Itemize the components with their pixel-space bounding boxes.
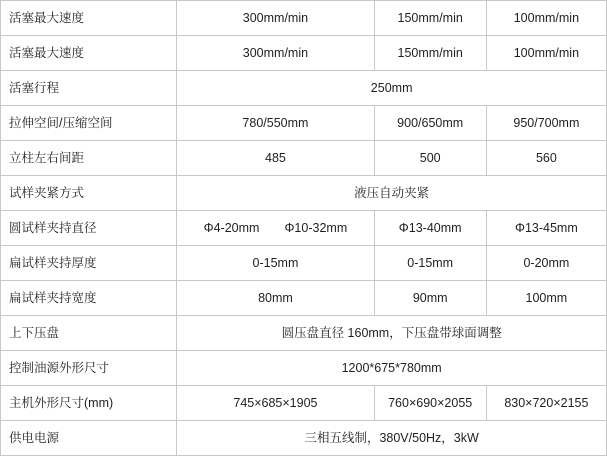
table-row-label: 活塞行程	[1, 71, 177, 106]
table-row-label: 拉伸空间/压缩空间	[1, 106, 177, 141]
table-row	[1, 421, 607, 456]
table-row	[1, 176, 607, 211]
table-row	[1, 211, 607, 246]
table-row-label: 上下压盘	[1, 316, 177, 351]
table-cell-value: 250mm	[177, 71, 607, 106]
table-cell-value: 300mm/min	[177, 1, 374, 36]
table-cell-value: 0-20mm	[486, 246, 606, 281]
table-row	[1, 316, 607, 351]
table-cell-value: 760×690×2055	[374, 386, 486, 421]
table-row	[1, 1, 607, 36]
table-cell-value: 100mm/min	[486, 36, 606, 71]
table-row	[1, 386, 607, 421]
table-cell-value: 150mm/min	[374, 36, 486, 71]
table-cell-value: 830×720×2155	[486, 386, 606, 421]
table-cell-value: Φ13-40mm	[374, 211, 486, 246]
table-cell-value: 900/650mm	[374, 106, 486, 141]
table-cell-value: 780/550mm	[177, 106, 374, 141]
table-row-label: 活塞最大速度	[1, 1, 177, 36]
table-row	[1, 141, 607, 176]
table-cell-value: 圆压盘直径 160mm，下压盘带球面调整	[177, 316, 607, 351]
table-cell-value: Φ4-20mm Φ10-32mm	[177, 211, 374, 246]
table-row-label: 立柱左右间距	[1, 141, 177, 176]
table-cell-value: 950/700mm	[486, 106, 606, 141]
table-row-label: 扁试样夹持宽度	[1, 281, 177, 316]
table-row	[1, 36, 607, 71]
specification-table-body	[1, 1, 607, 456]
table-cell-value: 560	[486, 141, 606, 176]
table-row-label: 圆试样夹持直径	[1, 211, 177, 246]
table-cell-value: 80mm	[177, 281, 374, 316]
table-cell-value: 90mm	[374, 281, 486, 316]
table-row-label: 供电电源	[1, 421, 177, 456]
table-cell-value: 0-15mm	[177, 246, 374, 281]
table-row	[1, 281, 607, 316]
table-cell-value: 100mm/min	[486, 1, 606, 36]
table-row	[1, 106, 607, 141]
table-cell-value: 745×685×1905	[177, 386, 374, 421]
table-cell-value: 500	[374, 141, 486, 176]
table-row	[1, 246, 607, 281]
table-row-label: 扁试样夹持厚度	[1, 246, 177, 281]
table-row-label: 活塞最大速度	[1, 36, 177, 71]
table-cell-value: 150mm/min	[374, 1, 486, 36]
table-row	[1, 351, 607, 386]
table-row-label: 主机外形尺寸(mm)	[1, 386, 177, 421]
table-cell-value: 300mm/min	[177, 36, 374, 71]
table-row	[1, 71, 607, 106]
table-cell-value: 100mm	[486, 281, 606, 316]
table-row-label: 试样夹紧方式	[1, 176, 177, 211]
table-row-label: 控制油源外形尺寸	[1, 351, 177, 386]
table-cell-value: 0-15mm	[374, 246, 486, 281]
table-cell-value: 485	[177, 141, 374, 176]
table-cell-value: 三相五线制，380V/50Hz，3kW	[177, 421, 607, 456]
table-cell-value: 液压自动夹紧	[177, 176, 607, 211]
table-cell-value: 1200*675*780mm	[177, 351, 607, 386]
table-cell-value: Φ13-45mm	[486, 211, 606, 246]
